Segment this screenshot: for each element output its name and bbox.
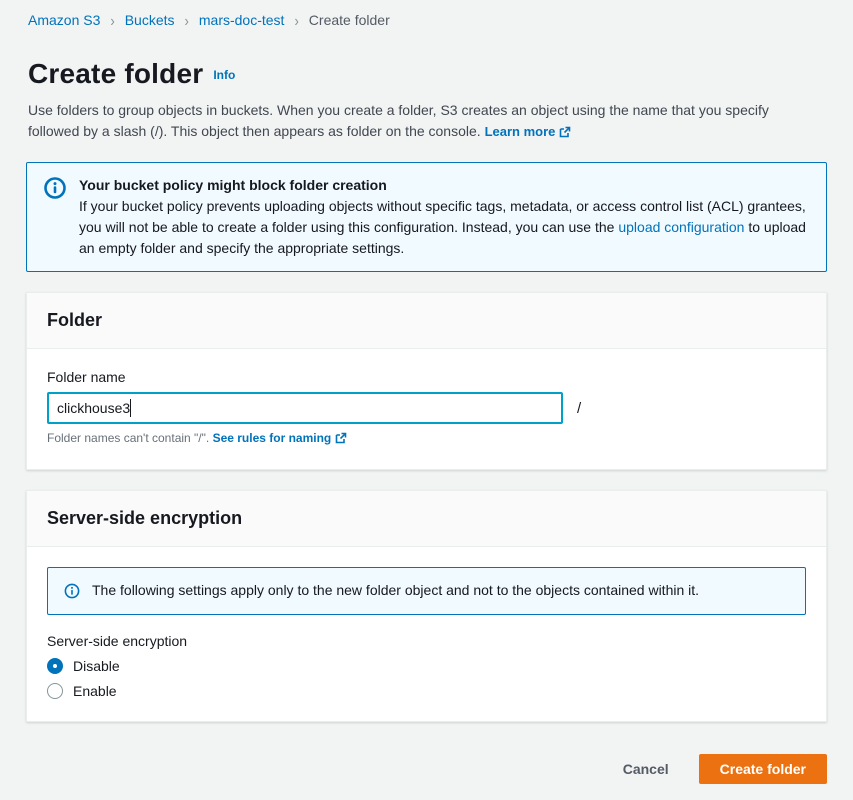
external-link-icon [335,432,347,447]
cancel-button[interactable]: Cancel [619,755,673,783]
info-link[interactable]: Info [213,68,236,82]
external-link-icon [559,123,571,144]
folder-slash-suffix: / [577,399,582,417]
encryption-panel-header [27,491,826,547]
radio-option-enable[interactable] [47,683,806,699]
folder-panel-header [27,293,826,349]
page-description [0,90,800,144]
folder-name-constraint: Folder names can't contain "/". See rules for naming [47,431,806,447]
radio-button-selected-icon[interactable] [47,658,63,674]
alert-title: Your bucket policy might block folder creation [79,177,387,193]
radio-label-enable: Enable [73,683,117,699]
encryption-alert-text: The following settings apply only to the new folder object and not to the objects contained within it. [92,582,700,598]
chevron-right-icon: › [294,11,299,29]
radio-button-unselected-icon[interactable] [47,683,63,699]
page-header [0,28,853,90]
encryption-group-label: Server-side encryption [47,633,188,649]
folder-name-label: Folder name [47,369,126,385]
description-text: Use folders to group objects in buckets. When you create a folder, S3 creates an object using the name that you specify followed by a slash (/). This object then appears as folder on the console. [28,102,769,139]
info-circle-icon [64,580,80,602]
encryption-panel-title: Server-side encryption [47,508,243,528]
learn-more-link[interactable]: Learn more [485,124,572,139]
folder-panel-title: Folder [47,310,103,330]
folder-panel [26,292,827,470]
create-folder-button[interactable]: Create folder [699,754,827,784]
breadcrumb-buckets[interactable]: Buckets [124,12,175,28]
encryption-panel [26,490,827,722]
chevron-right-icon: › [110,11,115,29]
see-rules-for-naming-link[interactable]: See rules for naming [213,431,348,445]
alert-body: If your bucket policy prevents uploading objects without specific tags, metadata, or access control list (ACL) grantees, you will not be able to create a folder using this configuration. Instead, you can use the upload configuration to upload an empty folder and specify the appropriate settings. [79,198,806,256]
encryption-scope-alert [47,567,806,615]
form-actions [0,722,853,800]
info-circle-icon [43,175,67,259]
breadcrumb [0,0,853,28]
chevron-right-icon: › [184,11,189,29]
breadcrumb-amazon-s3[interactable]: Amazon S3 [28,12,101,28]
radio-label-disable: Disable [73,658,120,674]
radio-option-disable[interactable] [47,658,806,674]
text-cursor [130,399,131,417]
breadcrumb-bucket-name[interactable]: mars-doc-test [198,12,285,28]
bucket-policy-alert [26,162,827,272]
folder-name-input[interactable] [47,392,563,424]
upload-configuration-link[interactable]: upload configuration [618,219,745,235]
page-title: Create folder [28,58,204,89]
breadcrumb-current-page: Create folder [308,12,390,28]
